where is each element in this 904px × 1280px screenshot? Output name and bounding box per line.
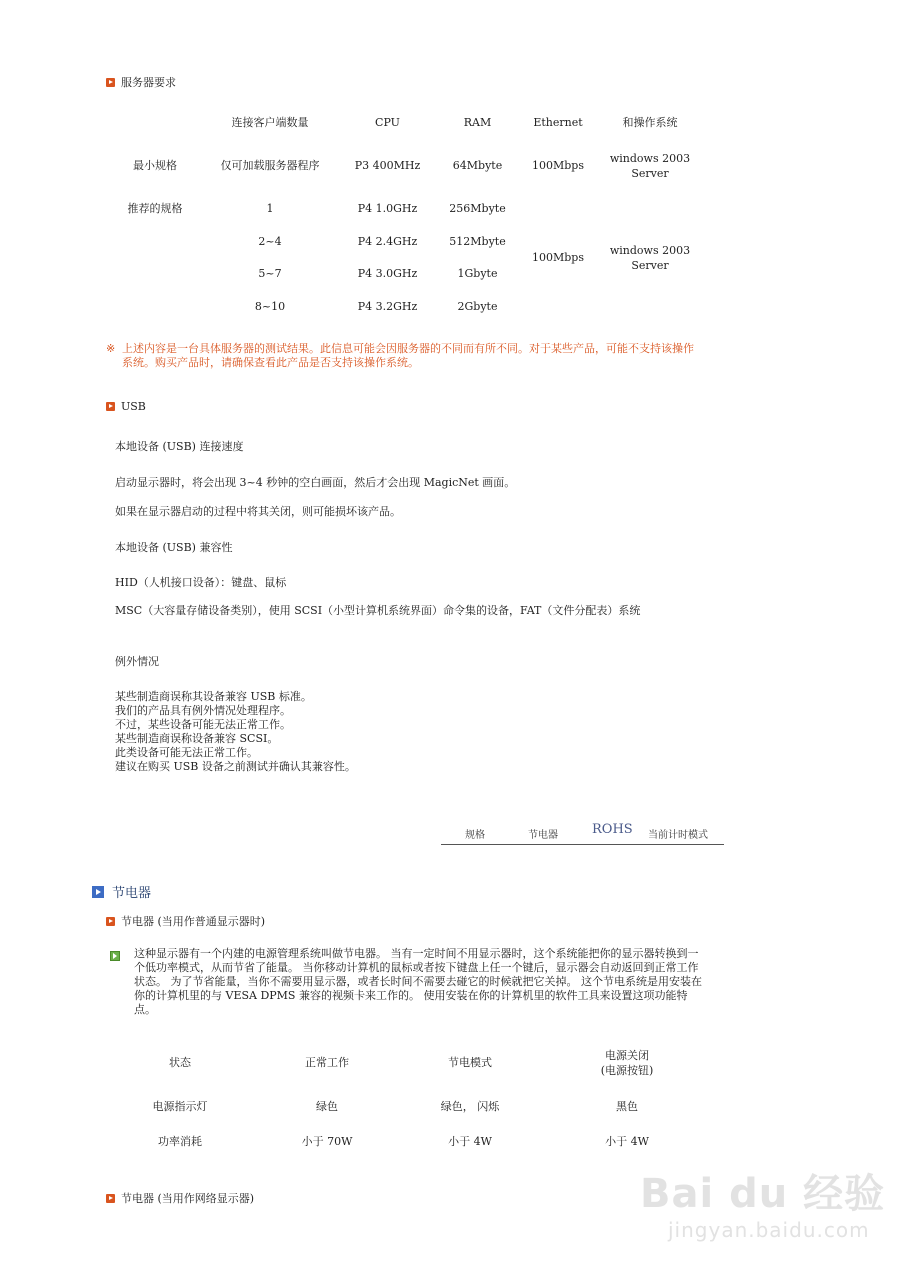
power-sub-heading-network-text: 节电器 (当用作网络显示器) (121, 1192, 255, 1205)
power-col-header: 状态 (169, 1056, 191, 1069)
usb-speed-paragraph-2: 如果在显示器启动的过程中将其关闭，则可能损坏该产品。 (115, 505, 401, 518)
usb-exception-list (115, 690, 356, 774)
nav-link-rohs[interactable]: ROHS (592, 822, 633, 837)
arrow-bullet-icon (110, 951, 120, 961)
col-header-ram: RAM (463, 116, 492, 129)
col-header-os: 和操作系统 (622, 116, 678, 129)
arrow-bullet-icon (106, 917, 115, 926)
power-sub-heading-network (106, 1190, 254, 1206)
server-note: 上述内容是一台具体服务器的测试结果。此信息可能会因服务器的不同而有所不同。对于某些产品，可能不支持该操作系统。购买产品时，请确保查看此产品是否支持该操作系统。 (122, 342, 694, 369)
table-cell: 64Mbyte (452, 159, 503, 172)
table-cell: P3 400MHz (354, 159, 421, 172)
table-cell: 小于 70W (301, 1135, 353, 1148)
watermark-url: jingyan.baidu.com (668, 1218, 870, 1242)
list-item: 某些制造商误称设备兼容 SCSI。 (115, 732, 279, 745)
row-label-minimum: 最小规格 (133, 159, 177, 172)
table-cell: P4 2.4GHz (357, 235, 418, 248)
col-header-ethernet: Ethernet (533, 116, 583, 129)
usb-speed-title: 本地设备 (USB) 连接速度 (115, 440, 244, 453)
nav-divider (441, 844, 724, 845)
list-item: 某些制造商误称其设备兼容 USB 标准。 (115, 690, 312, 703)
power-section-title (92, 882, 151, 901)
usb-compat-title: 本地设备 (USB) 兼容性 (115, 541, 233, 554)
table-cell: 功率消耗 (158, 1135, 202, 1148)
table-cell: 5~7 (258, 267, 282, 280)
table-cell: 绿色 (316, 1100, 338, 1113)
list-item: 不过，某些设备可能无法正常工作。 (115, 718, 291, 731)
arrow-bullet-icon (106, 1194, 115, 1203)
table-cell: 绿色， 闪烁 (440, 1100, 500, 1113)
table-cell: 黑色 (616, 1100, 638, 1113)
power-intro: 这种显示器有一个内建的电源管理系统叫做节电器。 当有一定时间不用显示器时，这个系统能把你的显示器转换到一个低功率模式，从而节省了能量。 当你移动计算机的鼠标或者按下键盘上任一个键后，显示器会自动返回到正常工作状态。 为了节省能量，当你不需要用显示器，或者长时间不需要去碰它的时候就把它关掉。 这个节电系统是用安装在你的计算机里的与 VESA DPMS 兼容的视频卡来工作的。 使用安装在你的计算机里的软件工具来设置这项功能特点。 (134, 947, 702, 1016)
arrow-bullet-icon (92, 886, 104, 898)
table-cell: 100Mbps (532, 159, 584, 172)
note-mark: ※ (106, 342, 116, 355)
table-cell: 小于 4W (448, 1135, 492, 1148)
table-cell: 2Gbyte (457, 300, 498, 313)
power-col-header: 节电模式 (448, 1056, 492, 1069)
col-header-cpu: CPU (375, 116, 400, 129)
row-label-recommended: 推荐的规格 (127, 202, 183, 215)
table-cell: P4 3.0GHz (357, 267, 418, 280)
power-col-header: 正常工作 (305, 1056, 349, 1069)
table-cell: 小于 4W (605, 1135, 649, 1148)
list-item: 建议在购买 USB 设备之前测试并确认其兼容性。 (115, 760, 356, 773)
table-cell: P4 1.0GHz (357, 202, 418, 215)
table-cell: 2~4 (258, 235, 282, 248)
list-item: 此类设备可能无法正常工作。 (115, 746, 258, 759)
table-cell: 1 (266, 202, 274, 215)
nav-link-specs[interactable]: 规格 (465, 830, 485, 841)
table-cell: 256Mbyte (449, 202, 506, 215)
server-heading-text: 服务器要求 (121, 76, 176, 89)
arrow-bullet-icon (106, 78, 115, 87)
usb-speed-paragraph-1: 启动显示器时，将会出现 3~4 秒钟的空白画面，然后才会出现 MagicNet 画面。 (115, 476, 516, 489)
server-section-heading (106, 74, 176, 90)
col-header-clients: 连接客户端数量 (231, 116, 309, 129)
power-title-text: 节电器 (112, 886, 152, 901)
table-cell: 512Mbyte (449, 235, 506, 248)
usb-section-heading (106, 400, 146, 413)
table-cell: 仅可加载服务器程序 (220, 159, 320, 172)
table-cell: 8~10 (254, 300, 286, 313)
baidu-logo-watermark: Bai du 经验 (640, 1171, 886, 1217)
power-sub-heading-text: 节电器 (当用作普通显示器时) (121, 915, 266, 928)
table-cell: windows 2003 Server (609, 152, 691, 180)
usb-compat-hid: HID（人机接口设备）：键盘、鼠标 (115, 576, 287, 589)
arrow-bullet-icon (106, 402, 115, 411)
usb-heading-text: USB (121, 400, 146, 413)
table-cell: 电源指示灯 (152, 1100, 208, 1113)
table-cell: 100Mbps (532, 251, 584, 264)
usb-exception-title: 例外情况 (115, 655, 159, 668)
table-cell: 1Gbyte (457, 267, 498, 280)
list-item: 我们的产品具有例外情况处理程序。 (115, 704, 291, 717)
table-cell: P4 3.2GHz (357, 300, 418, 313)
power-col-header: 电源关闭 (电源按钮) (600, 1049, 654, 1077)
power-sub-heading (106, 913, 265, 929)
nav-link-power-saver[interactable]: 节电器 (528, 830, 558, 841)
nav-link-timing-modes[interactable]: 当前计时模式 (648, 830, 708, 841)
table-cell: windows 2003 Server (609, 244, 691, 272)
usb-compat-msc: MSC（大容量存储设备类别），使用 SCSI（小型计算机系统界面）命令集的设备，FAT（文件分配表）系统 (115, 604, 641, 617)
